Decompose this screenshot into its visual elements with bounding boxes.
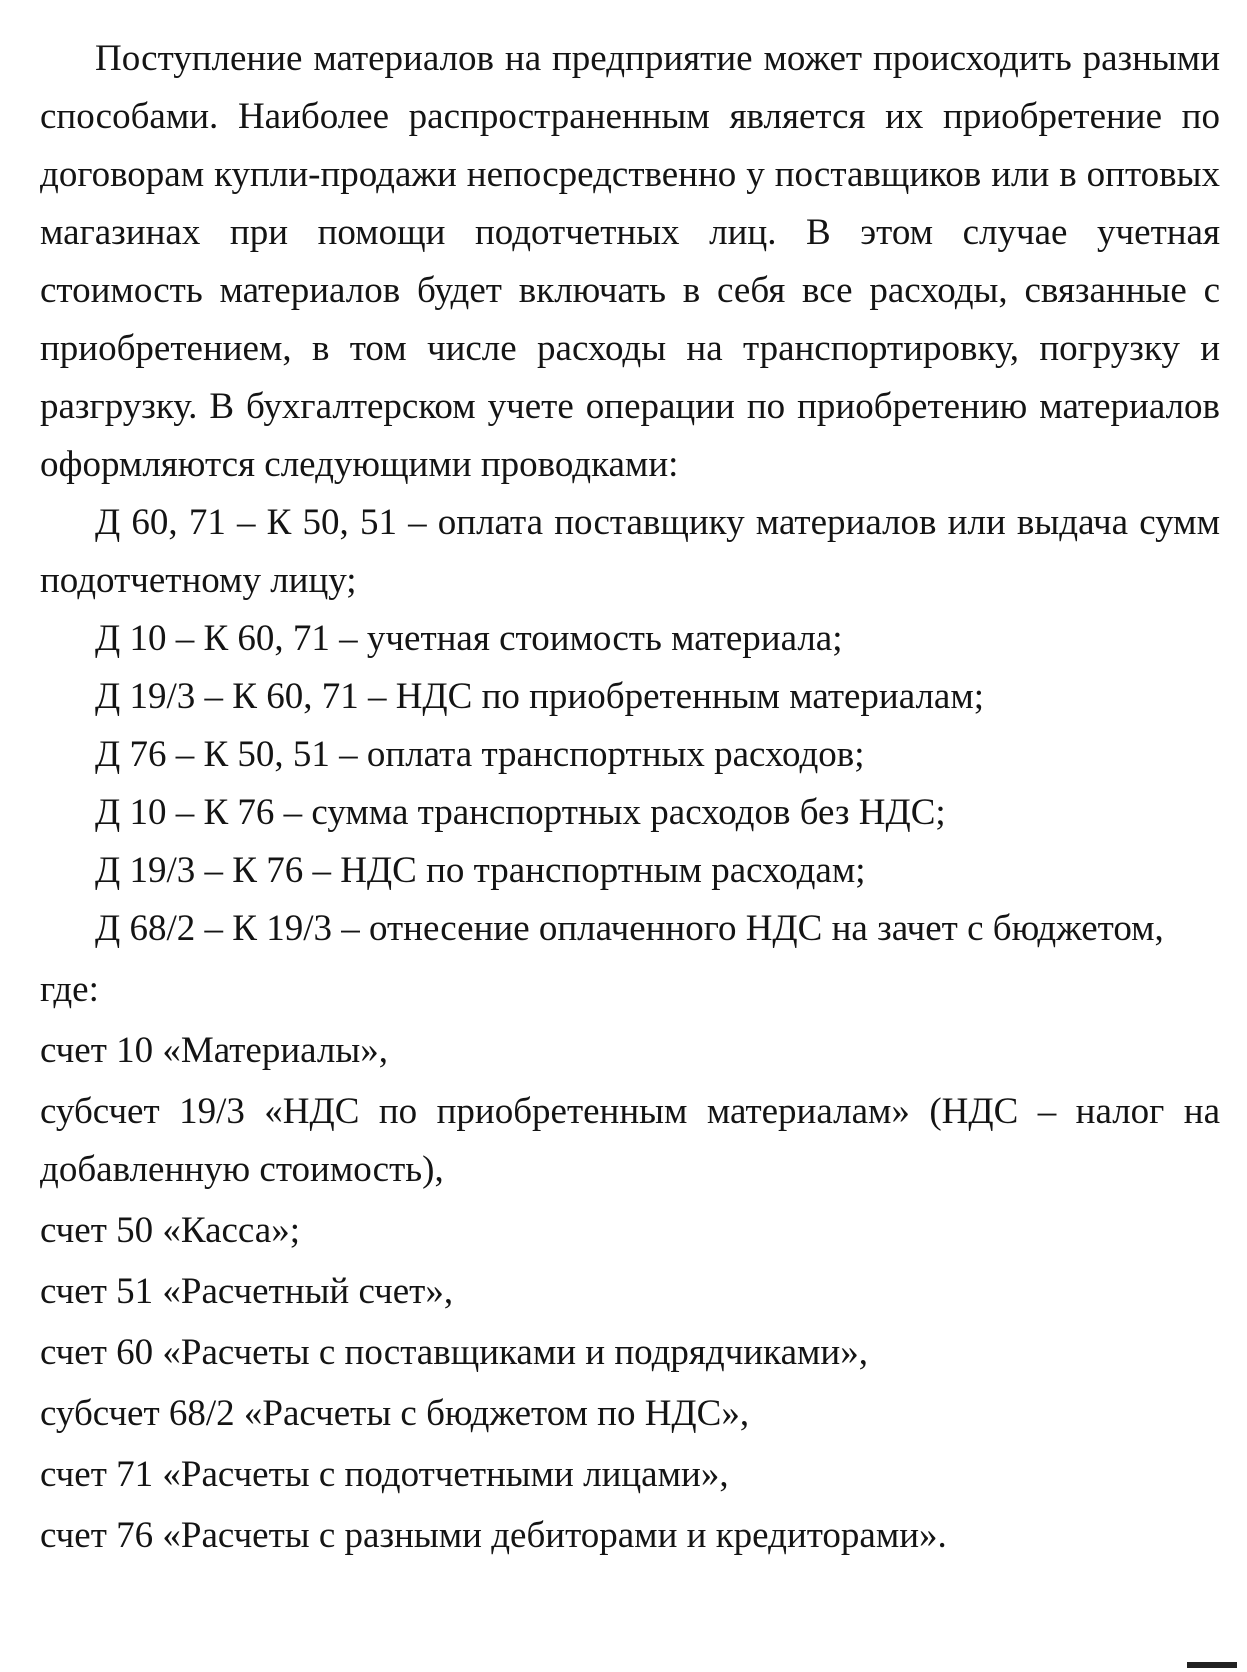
intro-paragraph: Поступление материалов на предприятие может происходить разными способами. Наиболее распространенным является их приобретение по договорам купли-продажи непосредственно у поставщиков или в оптовых магазинах при помощи подотчетных лиц. В этом случае учетная стоимость материалов будет включать в себя все расходы, связанные с приобретением, в том числе расходы на транспортировку, погрузку и разгрузку. В бухгалтерском учете операции по приобретению материалов оформляются следующими проводками: (40, 38, 1220, 485)
account-definitions (40, 961, 1220, 1565)
accounting-entry: Д 10 – К 76 – сумма транспортных расходов без НДС; (95, 792, 946, 833)
account-definition: счет 60 «Расчеты с поставщиками и подрядчиками», (40, 1332, 868, 1373)
accounting-entry: Д 76 – К 50, 51 – оплата транспортных расходов; (95, 734, 865, 775)
account-definition: счет 50 «Касса»; (40, 1210, 300, 1251)
accounting-entry: Д 68/2 – К 19/3 – отнесение оплаченного НДС на зачет с бюджетом, (95, 908, 1164, 949)
where-label: где: (40, 969, 99, 1010)
accounting-entry: Д 19/3 – К 60, 71 – НДС по приобретенным материалам; (95, 676, 985, 717)
account-definition: счет 51 «Расчетный счет», (40, 1271, 454, 1312)
account-definition: субсчет 19/3 «НДС по приобретенным материалам» (НДС – налог на добавленную стоимость), (40, 1091, 1220, 1190)
account-definition: счет 76 «Расчеты с разными дебиторами и кредиторами». (40, 1515, 947, 1556)
accounting-entry: Д 19/3 – К 76 – НДС по транспортным расходам; (95, 850, 866, 891)
scan-edge-mark (1187, 1662, 1237, 1668)
accounting-entries-list (40, 494, 1220, 958)
accounting-entry: Д 10 – К 60, 71 – учетная стоимость материала; (95, 618, 843, 659)
accounting-entry: Д 60, 71 – К 50, 51 – оплата поставщику материалов или выдача сумм подотчетному лицу; (40, 502, 1220, 601)
account-definition: счет 10 «Материалы», (40, 1030, 388, 1071)
account-definition: счет 71 «Расчеты с подотчетными лицами», (40, 1454, 729, 1495)
account-definition: субсчет 68/2 «Расчеты с бюджетом по НДС», (40, 1393, 750, 1434)
document-page (40, 30, 1220, 1565)
